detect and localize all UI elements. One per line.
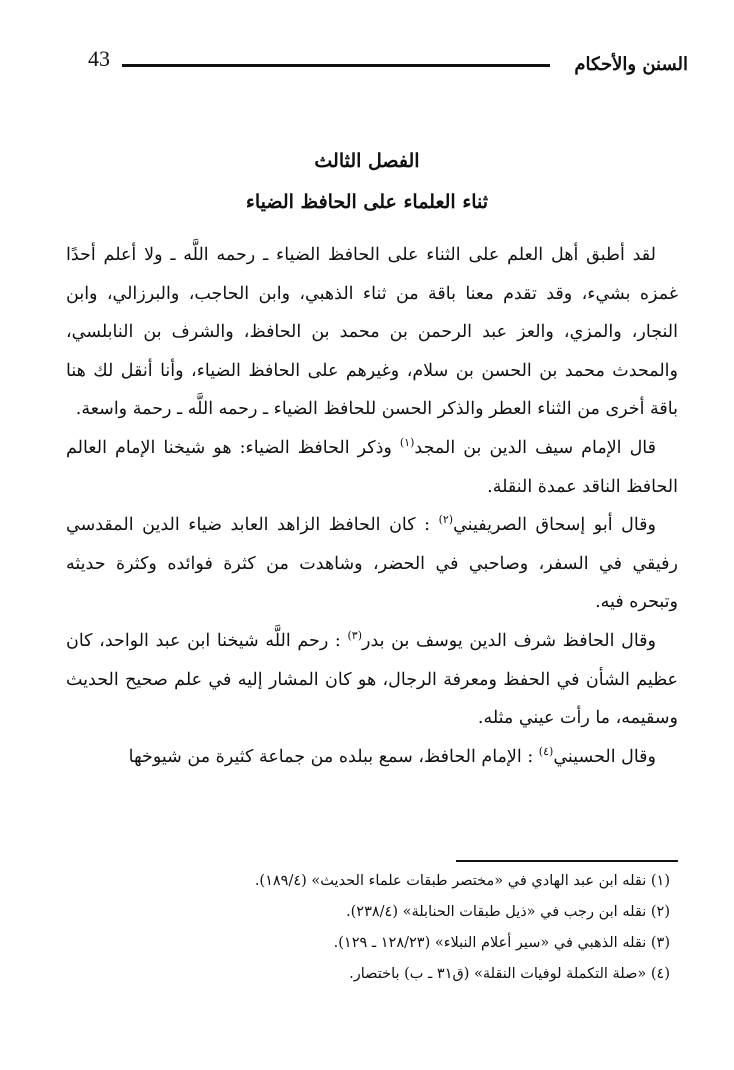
running-title: السنن والأحكام bbox=[574, 54, 688, 75]
footnote-reference: (٤) bbox=[538, 744, 554, 758]
paragraph-text: : الإمام الحافظ، سمع ببلده من جماعة كثيرة من شيوخها bbox=[128, 746, 539, 767]
paragraph-text: وذكر الحافظ الضياء: هو شيخنا الإمام العالم الحافظ الناقد عمدة النقلة. bbox=[66, 437, 678, 497]
paragraph-text: : رحم اللَّه شيخنا ابن عبد الواحد، كان عظيم الشأن في الحفظ ومعرفة الرجال، هو كان المشار إليه في علم صحيح الحديث وسقيمه، ما رأت عيني مثله. bbox=[66, 630, 678, 729]
paragraph-text: : كان الحافظ الزاهد العابد ضياء الدين المقدسي رفيقي في السفر، وصاحبي في الحضر، وشاهدت من كثرة فوائده وكثرة حديثه وتبحره فيه. bbox=[66, 515, 678, 613]
paragraph-text: وقال الحسيني bbox=[553, 746, 656, 767]
paragraph-text: وقال الحافظ شرف الدين يوسف بن بدر bbox=[362, 630, 656, 651]
footnote-reference: (٣) bbox=[347, 629, 362, 643]
footnote: (٤) «صلة التكملة لوفيات النقلة» (ق٣١ ـ ب) باختصار. bbox=[349, 966, 670, 982]
paragraph bbox=[66, 429, 678, 506]
chapter-number: الفصل الثالث bbox=[314, 150, 420, 172]
footnotes bbox=[66, 866, 678, 990]
chapter-title: ثناء العلماء على الحافظ الضياء bbox=[245, 191, 489, 213]
paragraph-text: وقال أبو إسحاق الصريفيني bbox=[453, 515, 656, 536]
footnote-reference: (١) bbox=[399, 436, 415, 450]
paragraph bbox=[66, 506, 678, 622]
footnote-rule bbox=[456, 860, 678, 862]
paragraph: لقد أطبق أهل العلم على الثناء على الحافظ الضياء ـ رحمه اللَّه ـ ولا أعلم أحدًا غمزه بشيء، وقد تقدم معنا باقة من ثناء الذهبي، وابن الحاجب، والبرزالي، وابن النجار، والمزي، والعز عبد الرحمن بن محمد بن الحافظ، والشرف بن النابلسي، والمحدث محمد بن الحسن بن سلام، وغيرهم على الحافظ الضياء، وأنا أنقل لك هنا باقة أخرى من الثناء العطر والذكر الحسن للحافظ الضياء ـ رحمه اللَّه ـ رحمة واسعة. bbox=[66, 245, 678, 420]
body-text bbox=[66, 236, 678, 776]
page-number: 43 bbox=[88, 46, 110, 71]
paragraph-text: قال الإمام سيف الدين بن المجد bbox=[414, 437, 656, 458]
running-header bbox=[88, 44, 688, 84]
footnote-reference: (٢) bbox=[438, 513, 454, 527]
footnote: (١) نقله ابن عبد الهادي في «مختصر طبقات علماء الحديث» (١٨٩/٤). bbox=[254, 873, 670, 889]
footnote: (٢) نقله ابن رجب في «ذيل طبقات الحنابلة» (٢٣٨/٤). bbox=[346, 904, 670, 920]
header-rule bbox=[122, 64, 550, 67]
paragraph bbox=[66, 738, 678, 777]
paragraph bbox=[66, 622, 678, 738]
footnote: (٣) نقله الذهبي في «سير أعلام النبلاء» (١٢٨/٢٣ ـ ١٢٩). bbox=[333, 935, 670, 951]
